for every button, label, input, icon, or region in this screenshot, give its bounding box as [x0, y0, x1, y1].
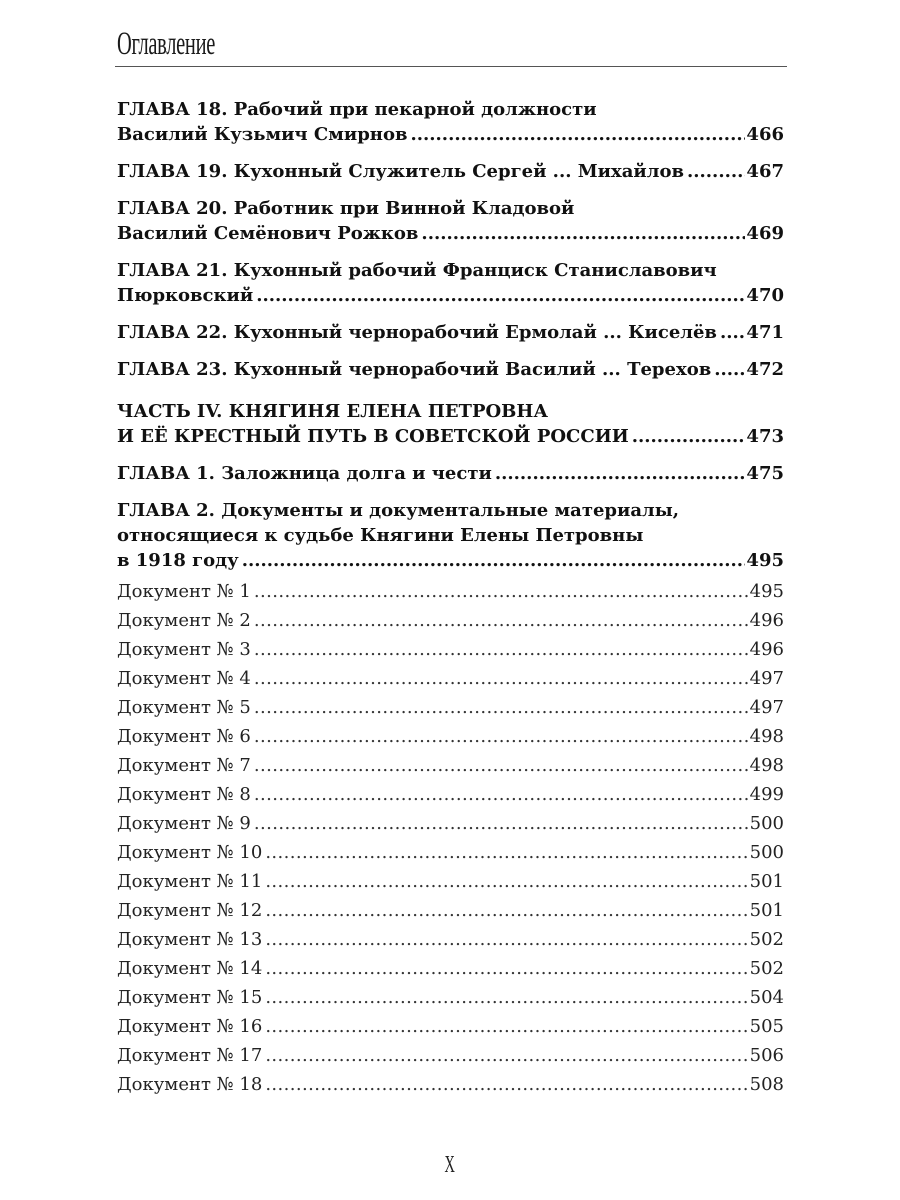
- dot-leader: [632, 424, 746, 449]
- toc-entry-document[interactable]: [117, 1041, 784, 1070]
- toc-page-number: 497: [749, 697, 784, 718]
- toc-entry-document[interactable]: [117, 1070, 784, 1099]
- dot-leader: [265, 954, 748, 983]
- toc-entry-chapter-23[interactable]: [117, 357, 784, 382]
- dot-leader: [720, 320, 745, 345]
- toc-entry-chapter-19[interactable]: [117, 159, 784, 184]
- document-list: [117, 577, 784, 1099]
- toc-entry-part4-chapter-2[interactable]: [117, 498, 784, 573]
- toc-entry-title-line: Пюрковский: [117, 285, 254, 306]
- document-label: Документ № 16: [117, 1016, 263, 1037]
- table-of-contents: [117, 97, 784, 1099]
- toc-entry-document[interactable]: [117, 896, 784, 925]
- dot-leader: [254, 635, 749, 664]
- toc-entry-document[interactable]: [117, 983, 784, 1012]
- toc-entry-part4-chapter-1[interactable]: [117, 461, 784, 486]
- toc-page-number: 500: [749, 842, 784, 863]
- document-label: Документ № 4: [117, 668, 251, 689]
- header-divider: [115, 66, 787, 67]
- toc-entry-title-line: Василий Кузьмич Смирнов: [117, 124, 408, 145]
- toc-entry-document[interactable]: [117, 664, 784, 693]
- dot-leader: [242, 548, 746, 573]
- page-header: [115, 22, 787, 68]
- toc-entry-chapter-22[interactable]: [117, 320, 784, 345]
- toc-entry-title-line: в 1918 году: [117, 550, 239, 571]
- document-label: Документ № 13: [117, 929, 263, 950]
- toc-entry-chapter-21[interactable]: [117, 258, 784, 308]
- dot-leader: [254, 577, 749, 606]
- dot-leader: [714, 357, 745, 382]
- toc-entry-document[interactable]: [117, 722, 784, 751]
- dot-leader: [410, 122, 745, 147]
- dot-leader: [495, 461, 746, 486]
- dot-leader: [254, 722, 749, 751]
- toc-page-number: 502: [749, 929, 784, 950]
- dot-leader: [254, 809, 749, 838]
- toc-entry-document[interactable]: [117, 751, 784, 780]
- dot-leader: [687, 159, 745, 184]
- document-label: Документ № 14: [117, 958, 263, 979]
- toc-entry-document[interactable]: [117, 809, 784, 838]
- document-label: Документ № 15: [117, 987, 263, 1008]
- document-label: Документ № 11: [117, 871, 263, 892]
- toc-page-number: 496: [749, 610, 784, 631]
- document-label: Документ № 7: [117, 755, 251, 776]
- document-label: Документ № 1: [117, 581, 251, 602]
- toc-entry-chapter-18[interactable]: [117, 97, 784, 147]
- toc-part-title-line: И ЕЁ КРЕСТНЫЙ ПУТЬ В СОВЕТСКОЙ РОССИИ: [117, 426, 629, 447]
- toc-entry-chapter-20[interactable]: [117, 196, 784, 246]
- toc-entry-title-line: ГЛАВА 1. Заложница долга и чести: [117, 463, 492, 484]
- toc-entry-document[interactable]: [117, 606, 784, 635]
- toc-entry-document[interactable]: [117, 1012, 784, 1041]
- toc-page-number: 499: [749, 784, 784, 805]
- dot-leader: [265, 896, 748, 925]
- toc-page-number: 470: [746, 285, 784, 306]
- dot-leader: [254, 751, 749, 780]
- toc-page-number: 508: [749, 1074, 784, 1095]
- toc-page-number: 473: [746, 426, 784, 447]
- document-label: Документ № 10: [117, 842, 263, 863]
- document-label: Документ № 17: [117, 1045, 263, 1066]
- dot-leader: [421, 221, 745, 246]
- toc-entry-document[interactable]: [117, 838, 784, 867]
- toc-page-number: 497: [749, 668, 784, 689]
- dot-leader: [265, 1041, 748, 1070]
- document-label: Документ № 6: [117, 726, 251, 747]
- toc-entry-title-line: ГЛАВА 19. Кухонный Служитель Сергей ... Михайлов: [117, 161, 684, 182]
- toc-page-number: 466: [746, 124, 784, 145]
- document-label: Документ № 8: [117, 784, 251, 805]
- dot-leader: [254, 664, 749, 693]
- toc-page-number: 495: [746, 550, 784, 571]
- toc-page-number: 475: [746, 463, 784, 484]
- dot-leader: [254, 606, 749, 635]
- toc-entry-title-line: относящиеся к судьбе Княгини Елены Петровны: [117, 525, 644, 546]
- toc-entry-document[interactable]: [117, 954, 784, 983]
- document-label: Документ № 5: [117, 697, 251, 718]
- dot-leader: [256, 283, 745, 308]
- toc-entry-part-4[interactable]: [117, 399, 784, 449]
- toc-page-number: 500: [749, 813, 784, 834]
- toc-page-number: 496: [749, 639, 784, 660]
- toc-entry-document[interactable]: [117, 577, 784, 606]
- toc-part-title-line: ЧАСТЬ IV. КНЯГИНЯ ЕЛЕНА ПЕТРОВНА: [117, 401, 549, 422]
- toc-entry-document[interactable]: [117, 693, 784, 722]
- toc-page-number: 495: [749, 581, 784, 602]
- toc-page-number: 471: [746, 322, 784, 343]
- document-label: Документ № 18: [117, 1074, 263, 1095]
- document-label: Документ № 3: [117, 639, 251, 660]
- toc-page-number: 505: [749, 1016, 784, 1037]
- dot-leader: [254, 693, 749, 722]
- toc-entry-title-line: ГЛАВА 20. Работник при Винной Кладовой: [117, 198, 575, 219]
- toc-entry-document[interactable]: [117, 780, 784, 809]
- dot-leader: [265, 838, 748, 867]
- document-label: Документ № 9: [117, 813, 251, 834]
- dot-leader: [265, 925, 748, 954]
- dot-leader: [265, 983, 748, 1012]
- dot-leader: [265, 1070, 748, 1099]
- toc-page-number: 467: [746, 161, 784, 182]
- toc-page-number: 506: [749, 1045, 784, 1066]
- toc-page-number: 498: [749, 755, 784, 776]
- toc-page-number: 469: [746, 223, 784, 244]
- roman-page-number: X: [444, 1152, 456, 1178]
- document-label: Документ № 12: [117, 900, 263, 921]
- toc-entry-document[interactable]: [117, 867, 784, 896]
- dot-leader: [254, 780, 749, 809]
- document-label: Документ № 2: [117, 610, 251, 631]
- toc-entry-title-line: ГЛАВА 2. Документы и документальные материалы,: [117, 500, 680, 521]
- toc-page-number: 472: [746, 359, 784, 380]
- toc-entry-document[interactable]: [117, 925, 784, 954]
- toc-page-number: 504: [749, 987, 784, 1008]
- toc-entry-title-line: ГЛАВА 18. Рабочий при пекарной должности: [117, 99, 597, 120]
- toc-page-number: 501: [749, 900, 784, 921]
- dot-leader: [265, 1012, 748, 1041]
- toc-entry-title-line: ГЛАВА 22. Кухонный чернорабочий Ермолай ... Киселёв: [117, 322, 717, 343]
- toc-page-number: 502: [749, 958, 784, 979]
- page-number-footer: [0, 1152, 900, 1179]
- page-title: Оглавление: [117, 26, 215, 62]
- toc-entry-title-line: ГЛАВА 21. Кухонный рабочий Франциск Станиславович: [117, 260, 717, 281]
- toc-entry-title-line: ГЛАВА 23. Кухонный чернорабочий Василий ... Терехов: [117, 359, 712, 380]
- toc-entry-title-line: Василий Семёнович Рожков: [117, 223, 419, 244]
- toc-entry-document[interactable]: [117, 635, 784, 664]
- dot-leader: [265, 867, 748, 896]
- toc-page-number: 498: [749, 726, 784, 747]
- toc-page-number: 501: [749, 871, 784, 892]
